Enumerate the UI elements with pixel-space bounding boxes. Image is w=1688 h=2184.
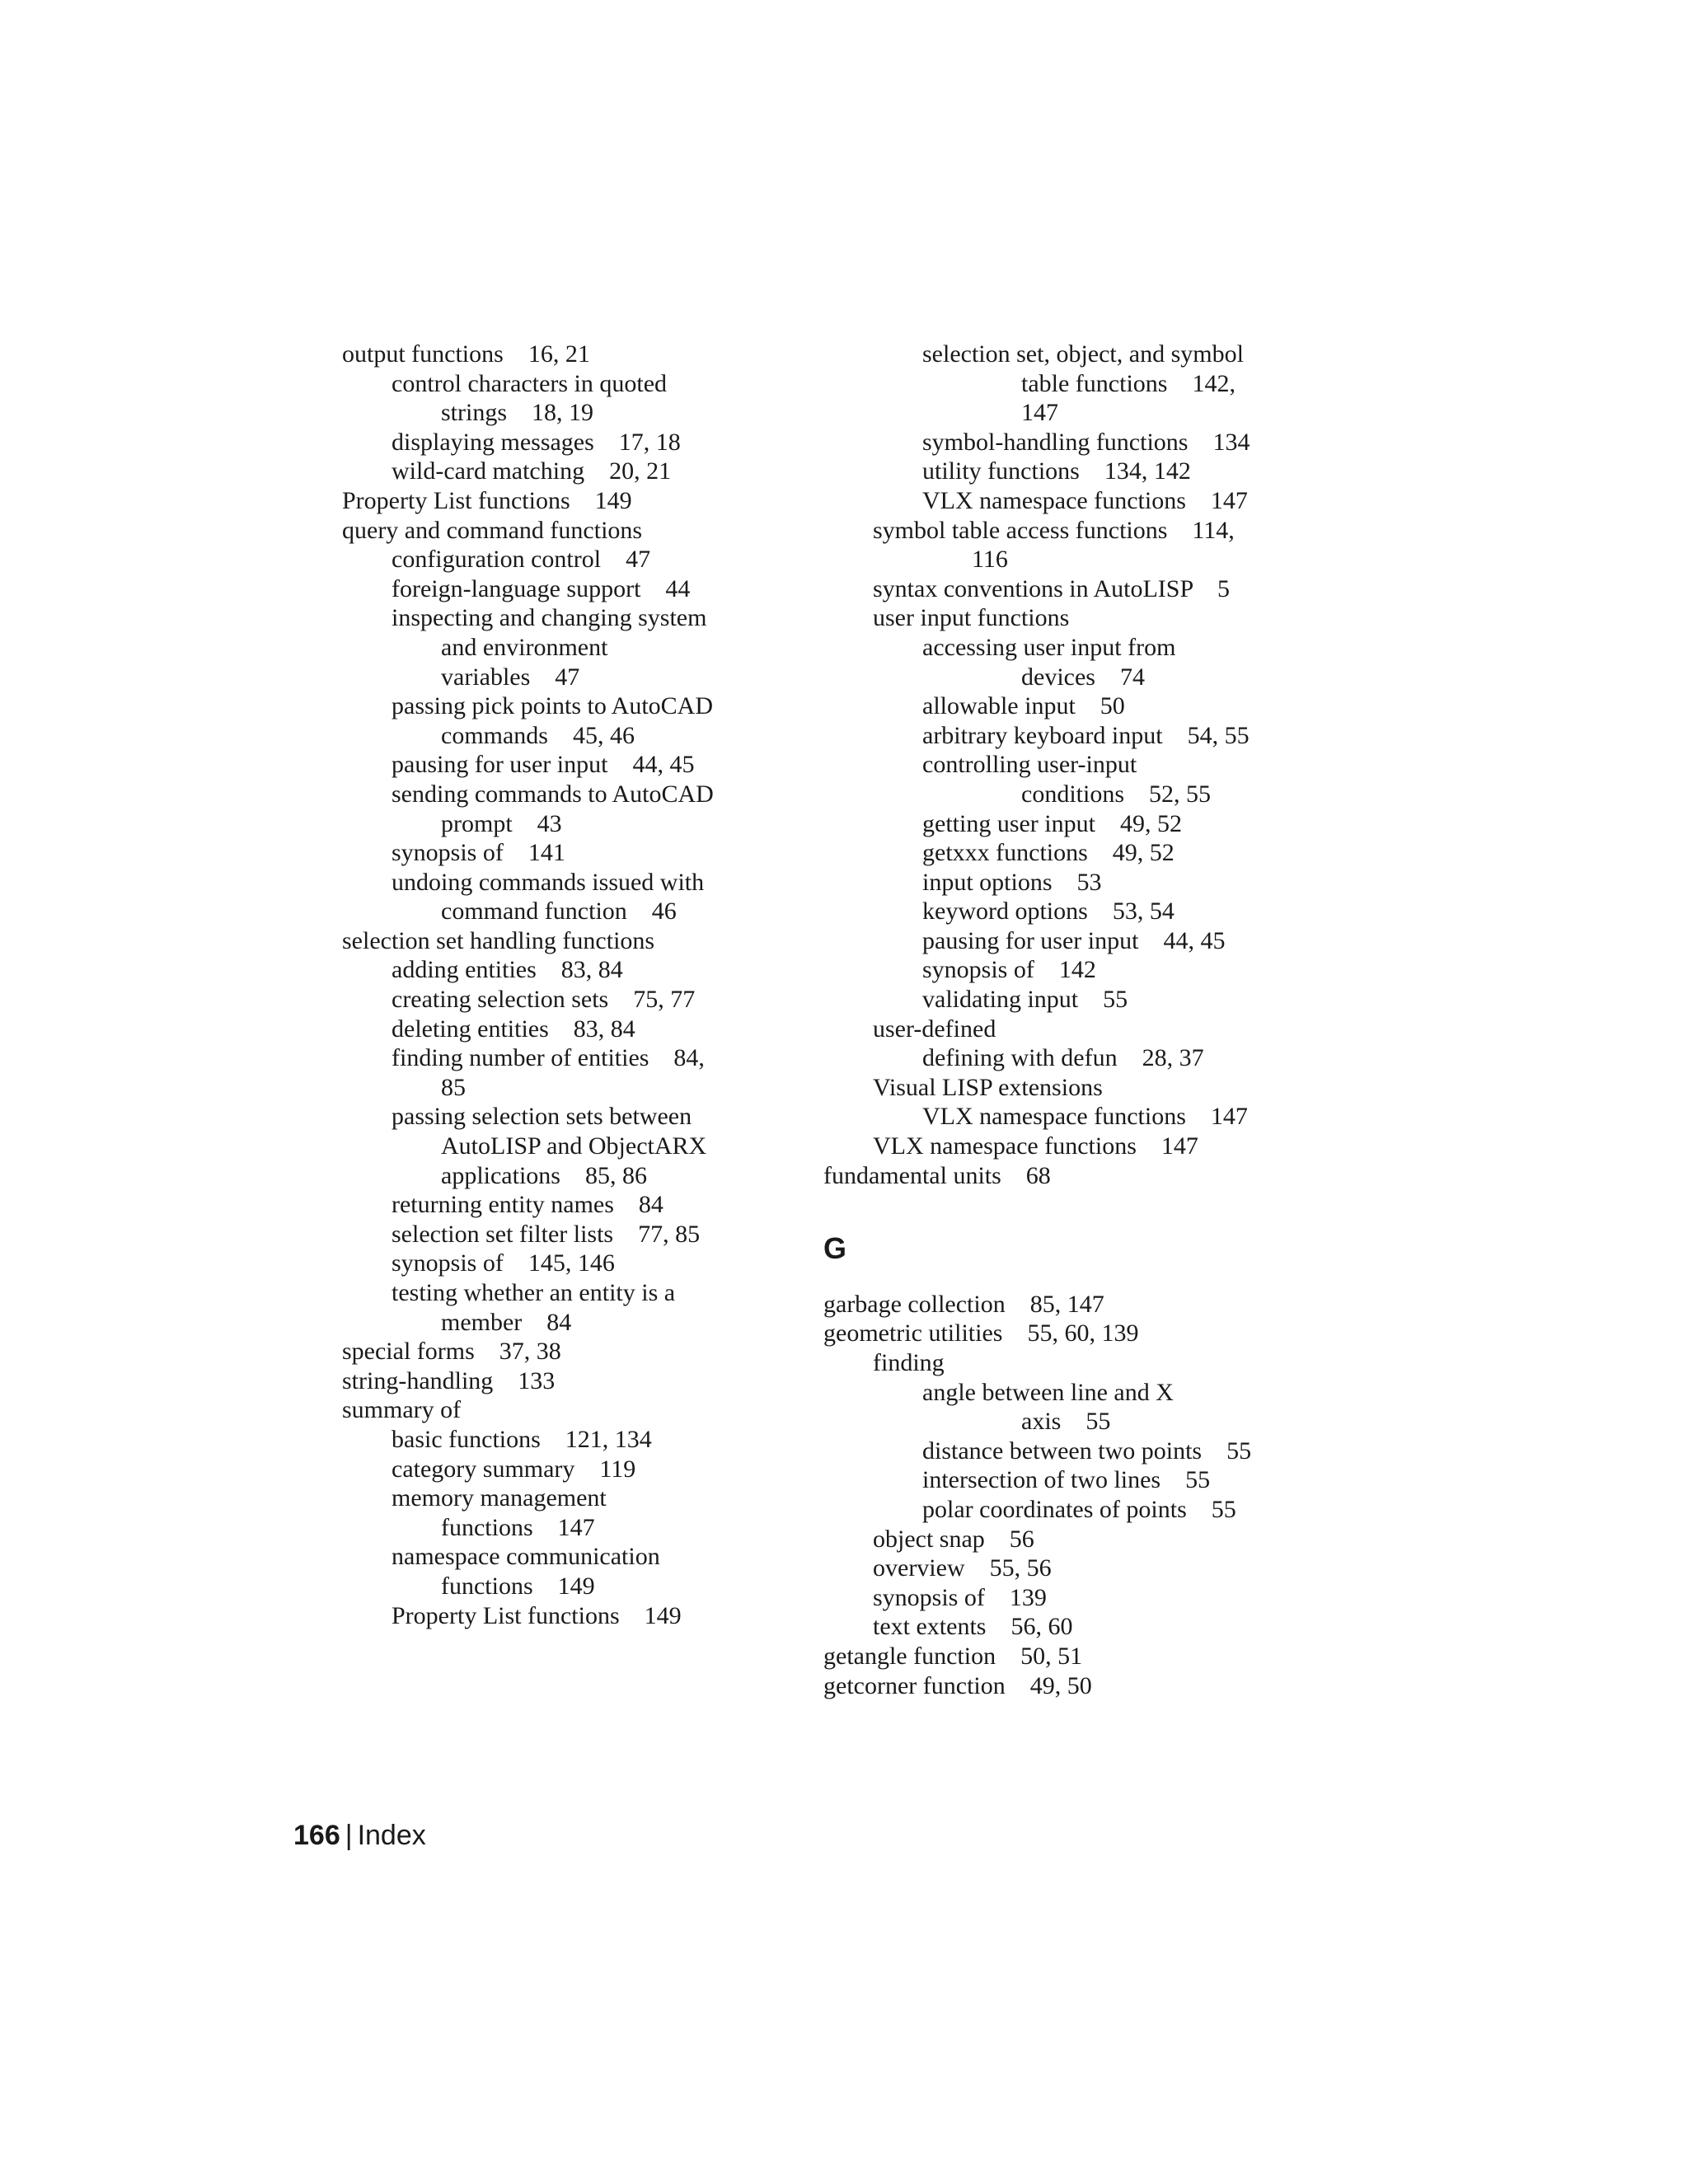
- index-entry: query and command functions: [342, 516, 643, 544]
- index-entry: getcorner function 49, 50: [823, 1671, 1092, 1699]
- index-subentry: selection set, object, and symbol: [922, 340, 1244, 368]
- index-subentry: AutoLISP and ObjectARX: [441, 1132, 707, 1160]
- index-subentry: VLX namespace functions 147: [922, 1103, 1248, 1131]
- index-subentry: selection set filter lists 77, 85: [392, 1220, 701, 1248]
- index-subentry: passing selection sets between: [392, 1103, 692, 1131]
- index-subentry: adding entities 83, 84: [392, 956, 623, 984]
- index-subentry: deleting entities 83, 84: [392, 1015, 635, 1043]
- index-subentry: functions 149: [441, 1572, 595, 1600]
- index-subentry: undoing commands issued with: [392, 868, 705, 896]
- index-subentry: functions 147: [441, 1513, 595, 1541]
- index-column-right: [823, 340, 1310, 1700]
- index-subentry: creating selection sets 75, 77: [392, 986, 696, 1014]
- index-subentry: 116: [972, 546, 1008, 574]
- index-subentry: member 84: [441, 1308, 572, 1336]
- index-subentry: applications 85, 86: [441, 1161, 647, 1189]
- index-subentry: category summary 119: [392, 1455, 636, 1483]
- index-entry: special forms 37, 38: [342, 1338, 561, 1366]
- section-spacer: [823, 1278, 1310, 1290]
- index-subentry: getxxx functions 49, 52: [922, 839, 1175, 867]
- index-entry: selection set handling functions: [342, 926, 655, 954]
- index-subentry: inspecting and changing system: [392, 604, 707, 632]
- index-subentry: utility functions 134, 142: [922, 457, 1191, 485]
- index-subentry: basic functions 121, 134: [392, 1425, 652, 1453]
- index-entry: geometric utilities 55, 60, 139: [823, 1319, 1139, 1347]
- index-subentry: user input functions: [873, 604, 1070, 632]
- index-subentry: configuration control 47: [392, 546, 651, 574]
- index-subentry: command function 46: [441, 898, 677, 926]
- index-entry: fundamental units 68: [823, 1161, 1051, 1189]
- index-subentry: testing whether an entity is a: [392, 1279, 676, 1306]
- index-subentry: accessing user input from: [922, 633, 1176, 661]
- index-subentry: symbol table access functions 114,: [873, 516, 1235, 544]
- index-subentry: devices 74: [1021, 663, 1145, 691]
- index-entry: getangle function 50, 51: [823, 1642, 1083, 1670]
- index-subentry: overview 55, 56: [873, 1554, 1052, 1582]
- index-subentry: VLX namespace functions 147: [922, 486, 1248, 514]
- index-subentry: conditions 52, 55: [1021, 780, 1211, 808]
- index-subentry: 85: [441, 1073, 466, 1101]
- index-subentry: keyword options 53, 54: [922, 898, 1175, 926]
- index-subentry: passing pick points to AutoCAD: [392, 692, 714, 720]
- index-subentry: VLX namespace functions 147: [873, 1132, 1198, 1160]
- index-subentry: polar coordinates of points 55: [922, 1495, 1236, 1523]
- index-subentry: validating input 55: [922, 986, 1128, 1014]
- index-entry: garbage collection 85, 147: [823, 1290, 1104, 1318]
- index-subentry: getting user input 49, 52: [922, 809, 1182, 837]
- index-subentry: strings 18, 19: [441, 399, 594, 427]
- index-subentry: displaying messages 17, 18: [392, 428, 681, 456]
- index-column-left: [342, 340, 828, 1630]
- index-column-right-bottom: [823, 1290, 1310, 1700]
- index-subentry: arbitrary keyboard input 54, 55: [922, 721, 1250, 749]
- index-entry: output functions 16, 21: [342, 340, 590, 368]
- index-subentry: foreign-language support 44: [392, 574, 691, 602]
- section-letter-heading: G: [823, 1231, 847, 1266]
- index-subentry: controlling user-input: [922, 751, 1137, 779]
- index-subentry: pausing for user input 44, 45: [392, 751, 695, 779]
- index-subentry: allowable input 50: [922, 692, 1125, 720]
- section-spacer: [823, 1190, 1310, 1220]
- index-subentry: object snap 56: [873, 1525, 1034, 1553]
- index-subentry: synopsis of 141: [392, 839, 565, 867]
- index-subentry: intersection of two lines 55: [922, 1466, 1211, 1494]
- index-subentry: pausing for user input 44, 45: [922, 926, 1226, 954]
- index-subentry: synopsis of 145, 146: [392, 1249, 615, 1277]
- index-subentry: Visual LISP extensions: [873, 1073, 1103, 1101]
- index-subentry: symbol-handling functions 134: [922, 428, 1250, 456]
- index-subentry: memory management: [392, 1484, 607, 1512]
- index-subentry: sending commands to AutoCAD: [392, 780, 714, 808]
- index-subentry: syntax conventions in AutoLISP 5: [873, 574, 1231, 602]
- page-footer: [293, 1820, 426, 1852]
- index-subentry: 147: [1021, 399, 1058, 427]
- index-subentry: synopsis of 139: [873, 1583, 1047, 1611]
- index-subentry: commands 45, 46: [441, 721, 635, 749]
- index-column-right-top: [823, 340, 1310, 1190]
- index-entry: summary of: [342, 1396, 462, 1424]
- index-subentry: control characters in quoted: [392, 369, 668, 397]
- index-subentry: text extents 56, 60: [873, 1613, 1073, 1641]
- index-subentry: user-defined: [873, 1015, 996, 1043]
- footer-separator: |: [345, 1820, 353, 1851]
- index-subentry: angle between line and X: [922, 1378, 1174, 1406]
- index-entry: string-handling 133: [342, 1366, 556, 1394]
- index-subentry: Property List functions 149: [392, 1601, 682, 1629]
- footer-section-name: Index: [357, 1820, 426, 1851]
- index-subentry: wild-card matching 20, 21: [392, 457, 672, 485]
- index-subentry: finding: [873, 1349, 945, 1376]
- index-subentry: table functions 142,: [1021, 369, 1236, 397]
- index-subentry: variables 47: [441, 663, 580, 691]
- index-subentry: prompt 43: [441, 809, 562, 837]
- index-subentry: synopsis of 142: [922, 956, 1096, 984]
- index-subentry: namespace communication: [392, 1543, 660, 1571]
- index-subentry: input options 53: [922, 868, 1102, 896]
- page-number: 166: [293, 1820, 340, 1851]
- index-subentry: axis 55: [1021, 1408, 1111, 1436]
- index-subentry: and environment: [441, 633, 608, 661]
- index-subentry: distance between two points 55: [922, 1436, 1252, 1465]
- index-subentry: defining with defun 28, 37: [922, 1044, 1204, 1072]
- index-subentry: returning entity names 84: [392, 1191, 663, 1219]
- index-entry: Property List functions 149: [342, 486, 632, 514]
- index-subentry: finding number of entities 84,: [392, 1044, 705, 1072]
